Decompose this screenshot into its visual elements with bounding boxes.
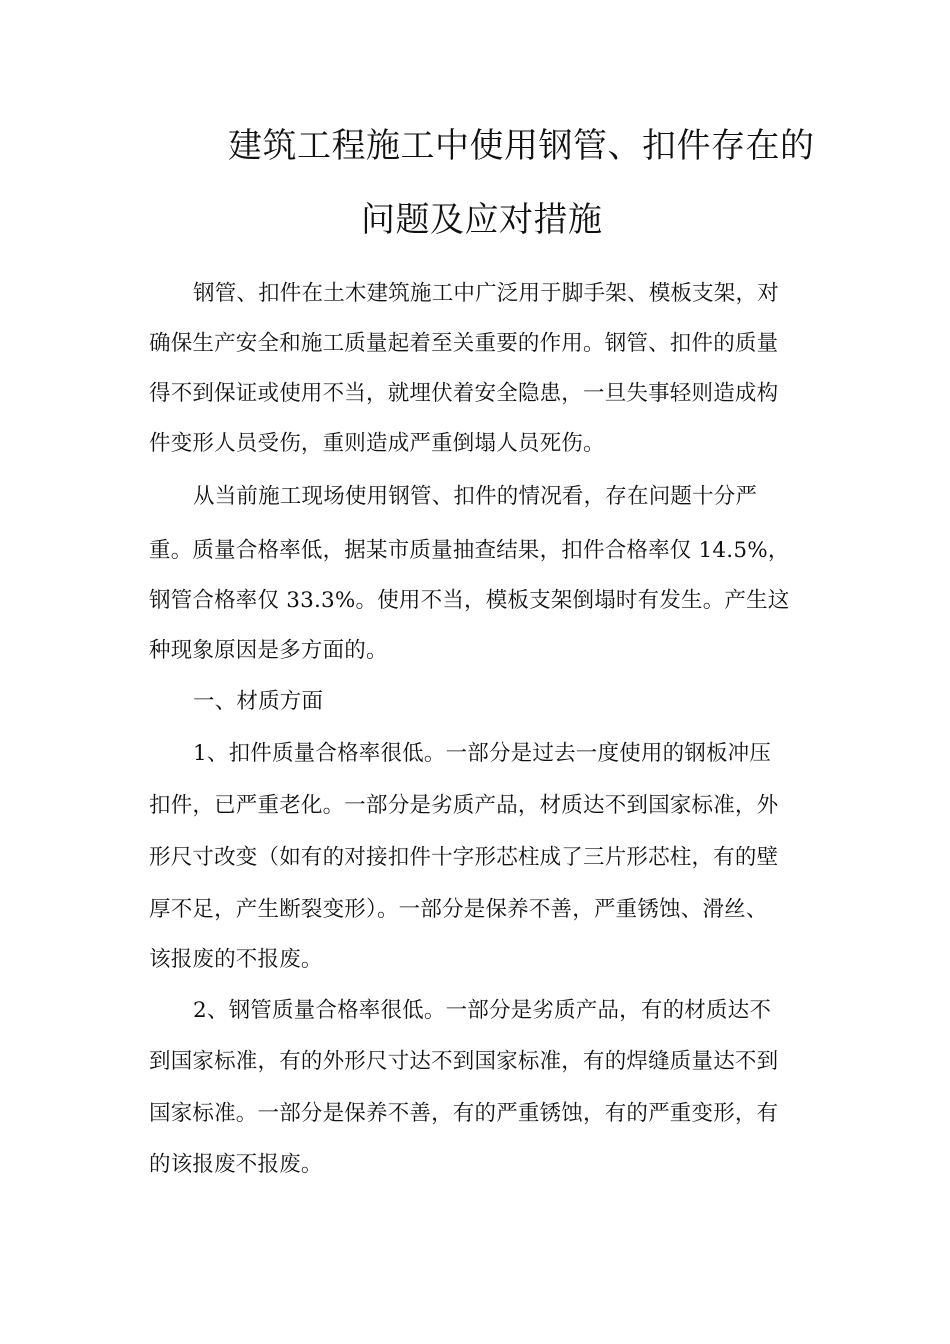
paragraph-1-line-3: 得不到保证或使用不当，就埋伏着安全隐患，一旦失事轻则造成构 [149,381,779,406]
document-title-line-1: 建筑工程施工中使用钢管、扣件存在的 [228,126,815,166]
paragraph-3-line-4: 厚不足，产生断裂变形）。一部分是保养不善，严重锈蚀、滑丝、 [149,897,768,922]
paragraph-3-line-1: 1、扣件质量合格率很低。一部分是过去一度使用的钢板冲压 [193,741,772,766]
paragraph-4-line-4: 的该报废不报废。 [149,1152,323,1177]
paragraph-2-line-4: 种现象原因是多方面的。 [149,638,388,663]
paragraph-1-line-4: 件变形人员受伤，重则造成严重倒塌人员死伤。 [149,431,605,456]
paragraph-2-line-3: 钢管合格率仅 33.3%。使用不当，模板支架倒塌时有发生。产生这 [149,588,790,613]
paragraph-2-line-2: 重。质量合格率低，据某市质量抽查结果，扣件合格率仅 14.5%， [149,538,790,563]
paragraph-4-line-1: 2、钢管质量合格率很低。一部分是劣质产品，有的材质达不 [193,998,772,1023]
paragraph-4-line-3: 国家标准。一部分是保养不善，有的严重锈蚀，有的严重变形，有 [149,1101,779,1126]
paragraph-1-line-2: 确保生产安全和施工质量起着至关重要的作用。钢管、扣件的质量 [149,331,779,356]
document-title-line-2: 问题及应对措施 [361,200,603,240]
paragraph-2-line-1: 从当前施工现场使用钢管、扣件的情况看，存在问题十分严 [193,484,758,509]
paragraph-1-line-1: 钢管、扣件在土木建筑施工中广泛用于脚手架、模板支架，对 [193,281,779,306]
section-heading-materials: 一、材质方面 [193,689,324,714]
paragraph-3-line-3: 形尺寸改变（如有的对接扣件十字形芯柱成了三片形芯柱，有的壁 [149,845,779,870]
paragraph-3-line-5: 该报废的不报废。 [149,947,323,972]
paragraph-4-line-2: 到国家标准，有的外形尺寸达不到国家标准，有的焊缝质量达不到 [149,1049,779,1074]
paragraph-3-line-2: 扣件，已严重老化。一部分是劣质产品，材质达不到国家标准，外 [149,793,779,818]
